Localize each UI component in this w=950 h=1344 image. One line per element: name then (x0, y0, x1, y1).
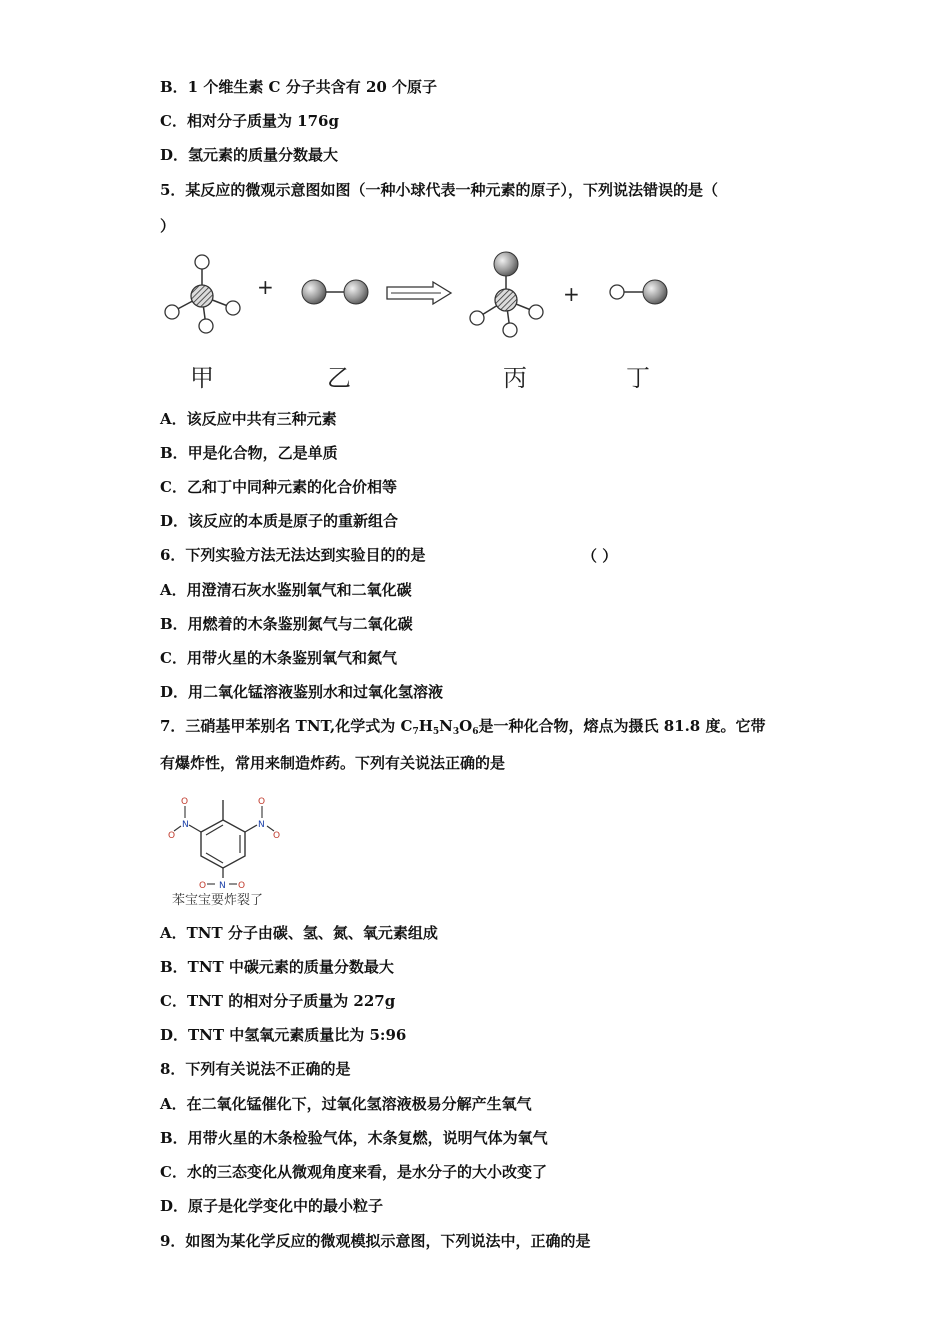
plus-sign-2: + (563, 282, 580, 306)
q6-answer-paren: （ ） (582, 547, 618, 565)
label-yi: 乙 (327, 364, 351, 392)
label-ding: 丁 (626, 364, 650, 392)
tnt-caption: 苯宝宝要炸裂了 (172, 893, 264, 908)
q7-sub-5: 5 (432, 727, 440, 737)
q8-stem: 8．下列有关说法不正确的是 (160, 1060, 351, 1078)
q6-option-c: C．用带火星的木条鉴别氧气和氮气 (160, 649, 397, 667)
q6-stem: 6．下列实验方法无法达到实验目的的是 (160, 546, 426, 564)
q9-stem: 9．如图为某化学反应的微观模拟示意图，下列说法中，正确的是 (160, 1232, 591, 1250)
tnt-structure-diagram (165, 790, 295, 890)
q7-stem-line2: 有爆炸性，常用来制造炸药。下列有关说法正确的是 (160, 754, 506, 772)
molecule-yi (300, 278, 375, 308)
q7-sub-7: 7 (412, 727, 419, 737)
svg-text:N: N (182, 820, 189, 830)
q5-option-c: C．乙和丁中同种元素的化合价相等 (160, 478, 397, 496)
q5-stem-close: ） (160, 217, 176, 235)
q7-stem-pre: 7．三硝基甲苯别名 TNT,化学式为 C (160, 717, 413, 735)
reaction-arrow-icon (385, 281, 455, 305)
q7-sub-6: 6 (472, 727, 479, 737)
q7-option-c: C．TNT 的相对分子质量为 227g (160, 992, 396, 1010)
label-jia: 甲 (190, 364, 214, 392)
svg-text:N: N (219, 881, 226, 891)
q7-stem-post: 是一种化合物，熔点为摄氏 81.8 度。它带 (478, 717, 766, 735)
molecule-jia (155, 250, 255, 340)
plus-sign-1: + (257, 275, 274, 299)
q7-option-d: D．TNT 中氢氧元素质量比为 5:96 (160, 1026, 407, 1044)
svg-text:O: O (168, 831, 176, 841)
q7-n: N (439, 717, 453, 735)
svg-text:O: O (238, 881, 246, 891)
q5-option-a: A．该反应中共有三种元素 (160, 410, 337, 428)
svg-text:N: N (258, 820, 265, 830)
q6-option-b: B．用燃着的木条鉴别氮气与二氧化碳 (160, 615, 413, 633)
q5-stem: 5．某反应的微观示意图如图（一种小球代表一种元素的原子），下列说法错误的是（ (160, 181, 718, 199)
q7-option-b: B．TNT 中碳元素的质量分数最大 (160, 958, 394, 976)
svg-text:O: O (199, 881, 207, 891)
q8-option-b: B．用带火星的木条检验气体，木条复燃，说明气体为氧气 (160, 1129, 548, 1147)
q8-option-c: C．水的三态变化从微观角度来看，是水分子的大小改变了 (160, 1163, 547, 1181)
molecule-bing (460, 248, 560, 338)
q4-option-d: D．氢元素的质量分数最大 (160, 146, 339, 164)
q7-stem (160, 716, 765, 742)
svg-text:O: O (181, 797, 189, 807)
q8-option-d: D．原子是化学变化中的最小粒子 (160, 1197, 384, 1215)
q5-option-b: B．甲是化合物，乙是单质 (160, 444, 338, 462)
q7-sub-3: 3 (452, 727, 460, 737)
q4-option-c: C．相对分子质量为 176g (160, 112, 339, 130)
q7-h: H (418, 717, 433, 735)
q6-option-a: A．用澄清石灰水鉴别氧气和二氧化碳 (160, 581, 412, 599)
molecule-ding (605, 278, 675, 308)
q6-option-d: D．用二氧化锰溶液鉴别水和过氧化氢溶液 (160, 683, 444, 701)
q8-option-a: A．在二氧化锰催化下，过氧化氢溶液极易分解产生氧气 (160, 1095, 532, 1113)
svg-text:O: O (273, 831, 281, 841)
q5-option-d: D．该反应的本质是原子的重新组合 (160, 512, 399, 530)
label-bing: 丙 (503, 364, 527, 392)
svg-text:O: O (258, 797, 266, 807)
q7-o: O (459, 717, 473, 735)
q4-option-b: B．1 个维生素 C 分子共含有 20 个原子 (160, 78, 438, 96)
q7-option-a: A．TNT 分子由碳、氢、氮、氧元素组成 (160, 924, 438, 942)
